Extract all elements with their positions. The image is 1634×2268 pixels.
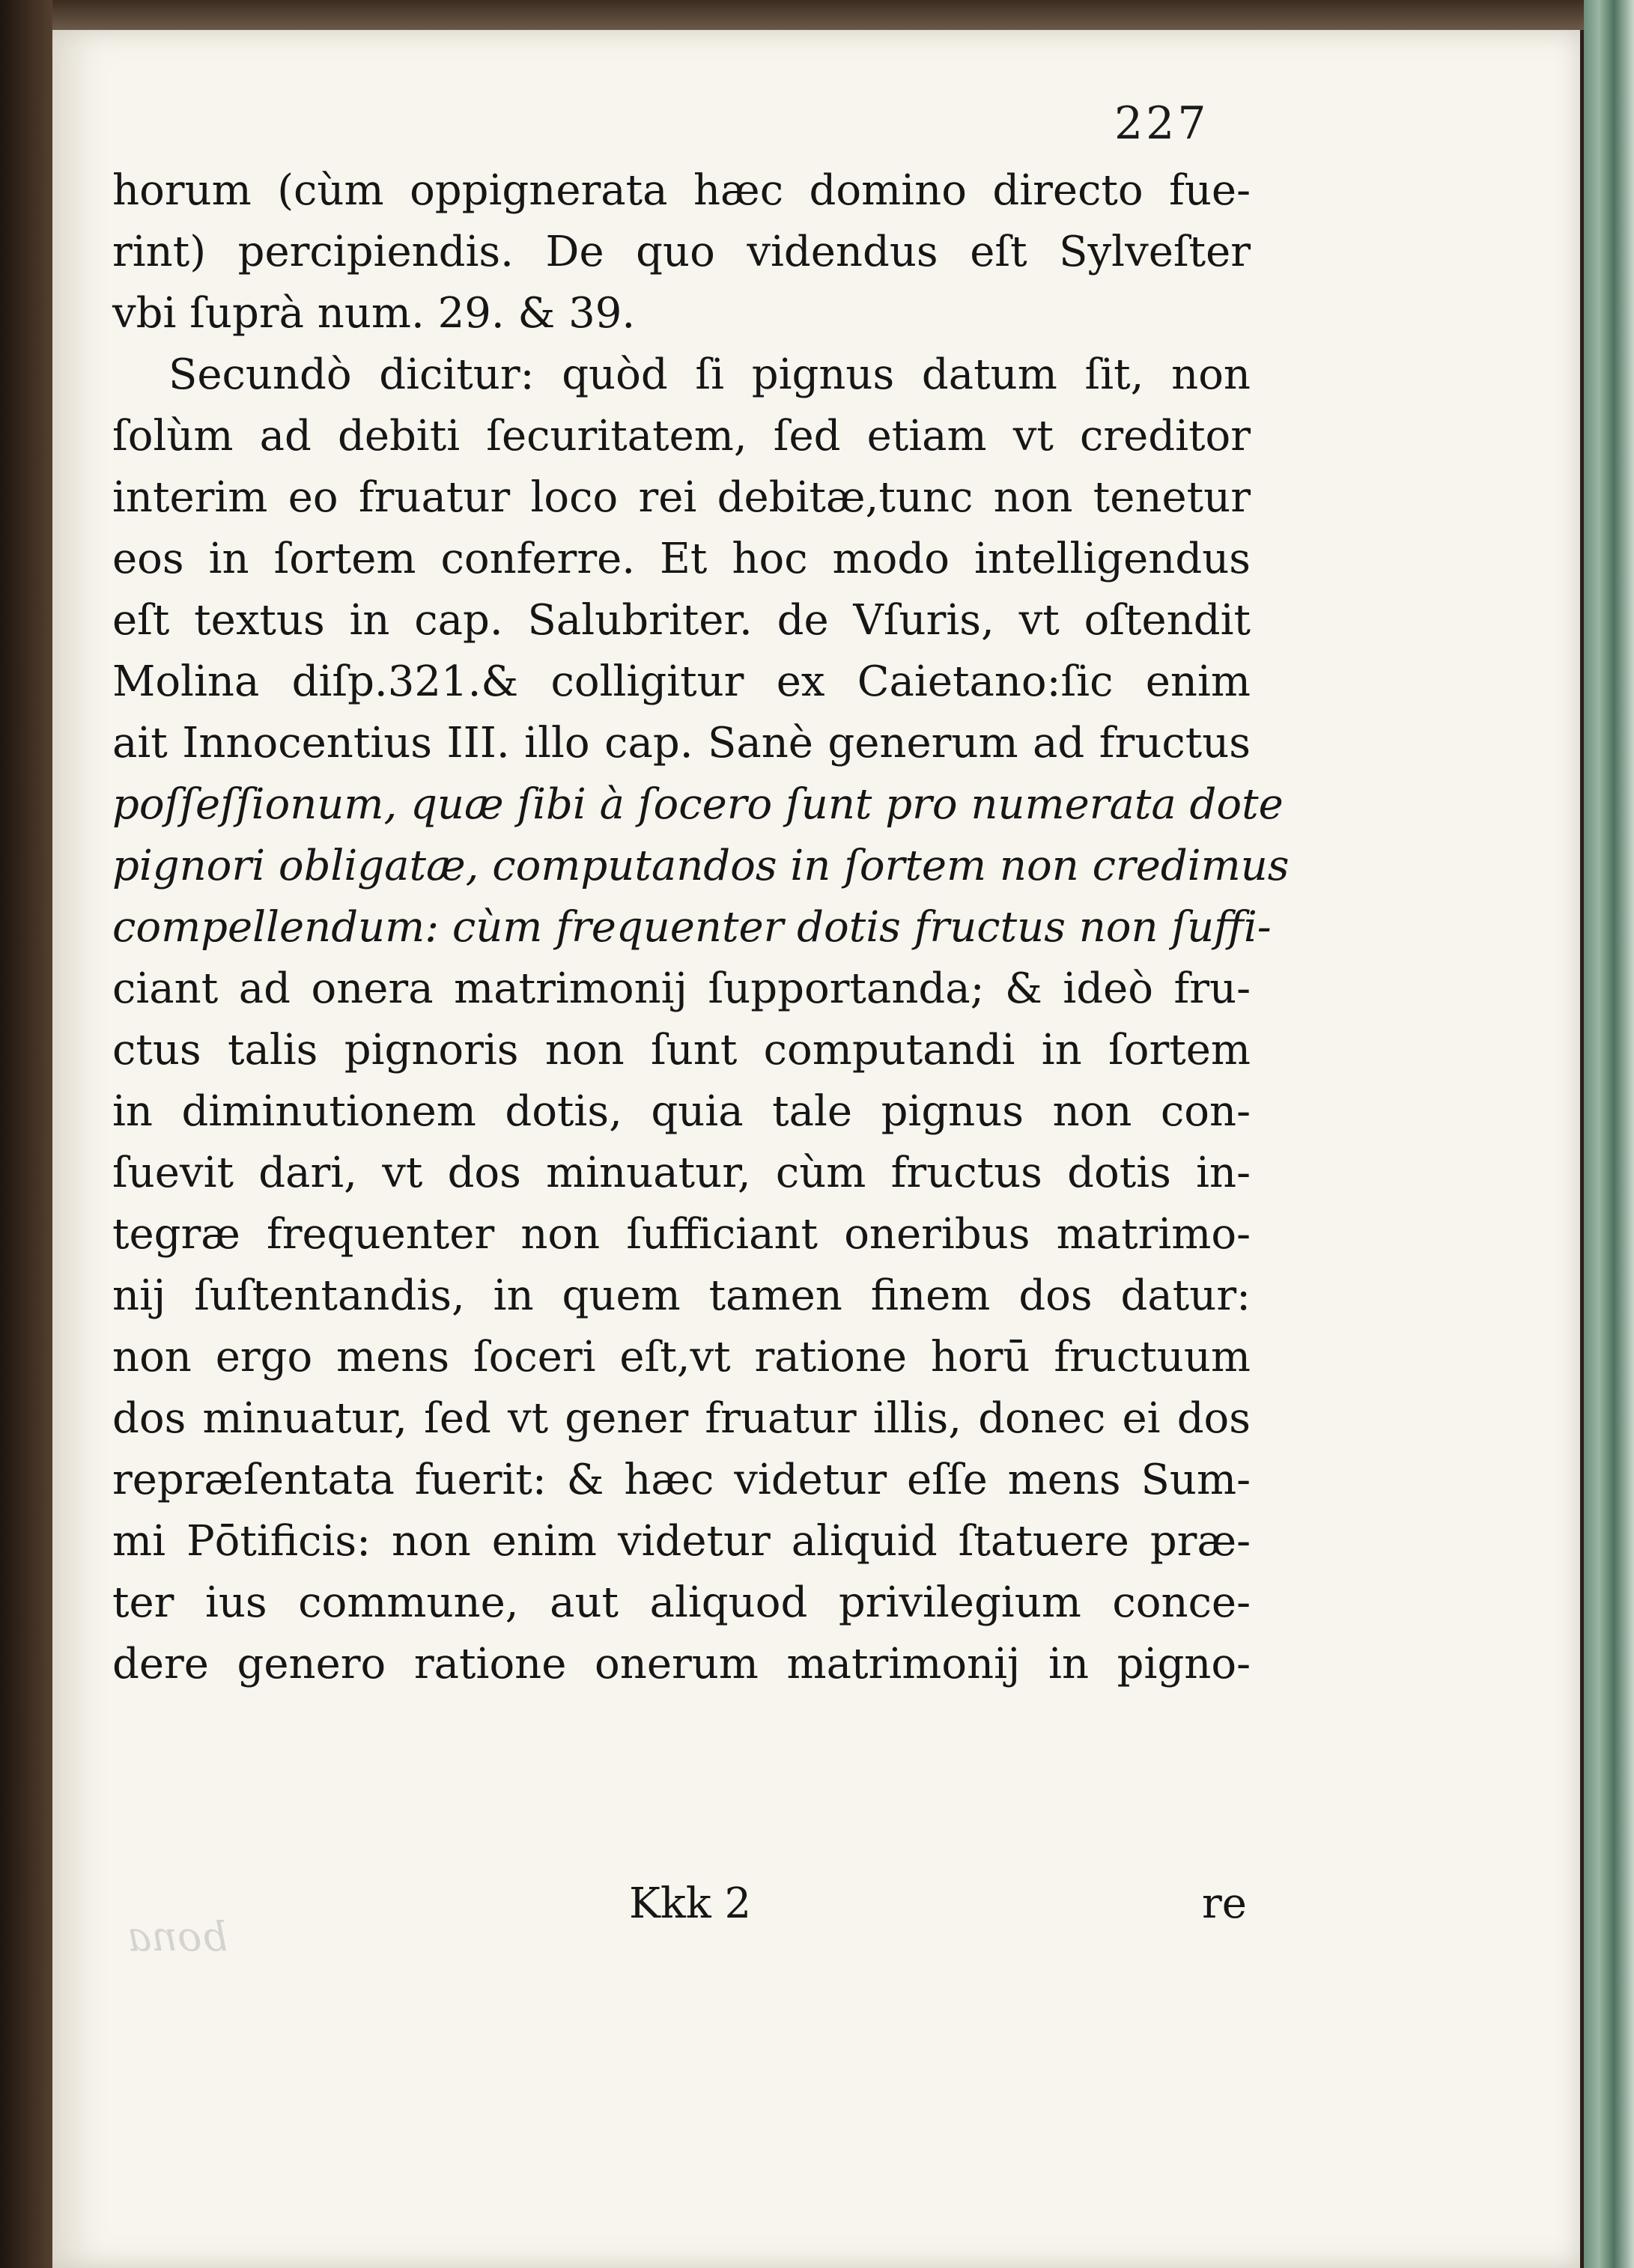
text-line: rint) percipiendis. De quo videndus eſt Sylveſter xyxy=(112,228,1251,276)
text-line: vbi ſuprà num. 29. & 39. xyxy=(112,289,636,338)
signature-mark: Kkk 2 xyxy=(629,1879,752,1928)
text-line: pignori obligatæ, computandos in ſortem non credimus xyxy=(112,842,1290,890)
catchword: re xyxy=(1202,1879,1247,1928)
text-line: ter ius commune, aut aliquod privilegium conce- xyxy=(112,1578,1251,1627)
book-top-edge xyxy=(52,0,1584,30)
book-fore-edge xyxy=(1584,0,1634,2268)
text-line: ctus talis pignoris non ſunt computandi in ſortem xyxy=(112,1026,1251,1074)
text-line: interim eo fruatur loco rei debitæ,tunc non tenetur xyxy=(112,473,1251,522)
book-left-edge xyxy=(0,0,60,2268)
text-line: mi Pōtificis: non enim videtur aliquid ſtatuere præ- xyxy=(112,1517,1251,1566)
text-line: compellendum: cùm frequenter dotis fructus non ſuffi- xyxy=(112,903,1272,952)
page-number: 227 xyxy=(1114,97,1209,150)
text-line: nij ſuſtentandis, in quem tamen finem dos datur: xyxy=(112,1271,1251,1320)
text-line: ſolùm ad debiti ſecuritatem, ſed etiam vt creditor xyxy=(112,412,1251,460)
text-line: ait Innocentius III. illo cap. Sanè generum ad fructus xyxy=(112,719,1251,767)
text-line: in diminutionem dotis, quia tale pignus non con- xyxy=(112,1087,1251,1136)
text-line: poſſeſſionum, quæ ſibi à ſocero ſunt pro numerata dote xyxy=(112,780,1284,829)
text-line: Molina diſp.321.& colligitur ex Caietano:ſic enim xyxy=(112,657,1251,706)
text-line: Secundò dicitur: quòd ſi pignus datum ſit, non xyxy=(168,350,1251,399)
text-line: dere genero ratione onerum matrimonij in pigno- xyxy=(112,1640,1251,1688)
text-line: dos minuatur, ſed vt gener fruatur illis, donec ei dos xyxy=(112,1394,1251,1443)
text-line: tegræ frequenter non ſufficiant oneribus matrimo- xyxy=(112,1210,1251,1259)
text-line: horum (cùm oppignerata hæc domino directo fue- xyxy=(112,166,1251,215)
text-line: ciant ad onera matrimonij ſupportanda; & ideò fru- xyxy=(112,964,1251,1013)
text-line: non ergo mens ſoceri eſt,vt ratione horū fructuum xyxy=(112,1333,1251,1381)
text-line: eſt textus in cap. Salubriter. de Vſuris, vt oſtendit xyxy=(112,596,1251,645)
text-line: repræſentata fuerit: & hæc videtur eſſe mens Sum- xyxy=(112,1456,1251,1504)
text-line: eos in ſortem conferre. Et hoc modo intelligendus xyxy=(112,535,1251,583)
text-line: ſuevit dari, vt dos minuatur, cùm fructus dotis in- xyxy=(112,1149,1251,1197)
text-block xyxy=(112,160,1290,1695)
bleed-through-text: bona xyxy=(127,1913,228,1960)
